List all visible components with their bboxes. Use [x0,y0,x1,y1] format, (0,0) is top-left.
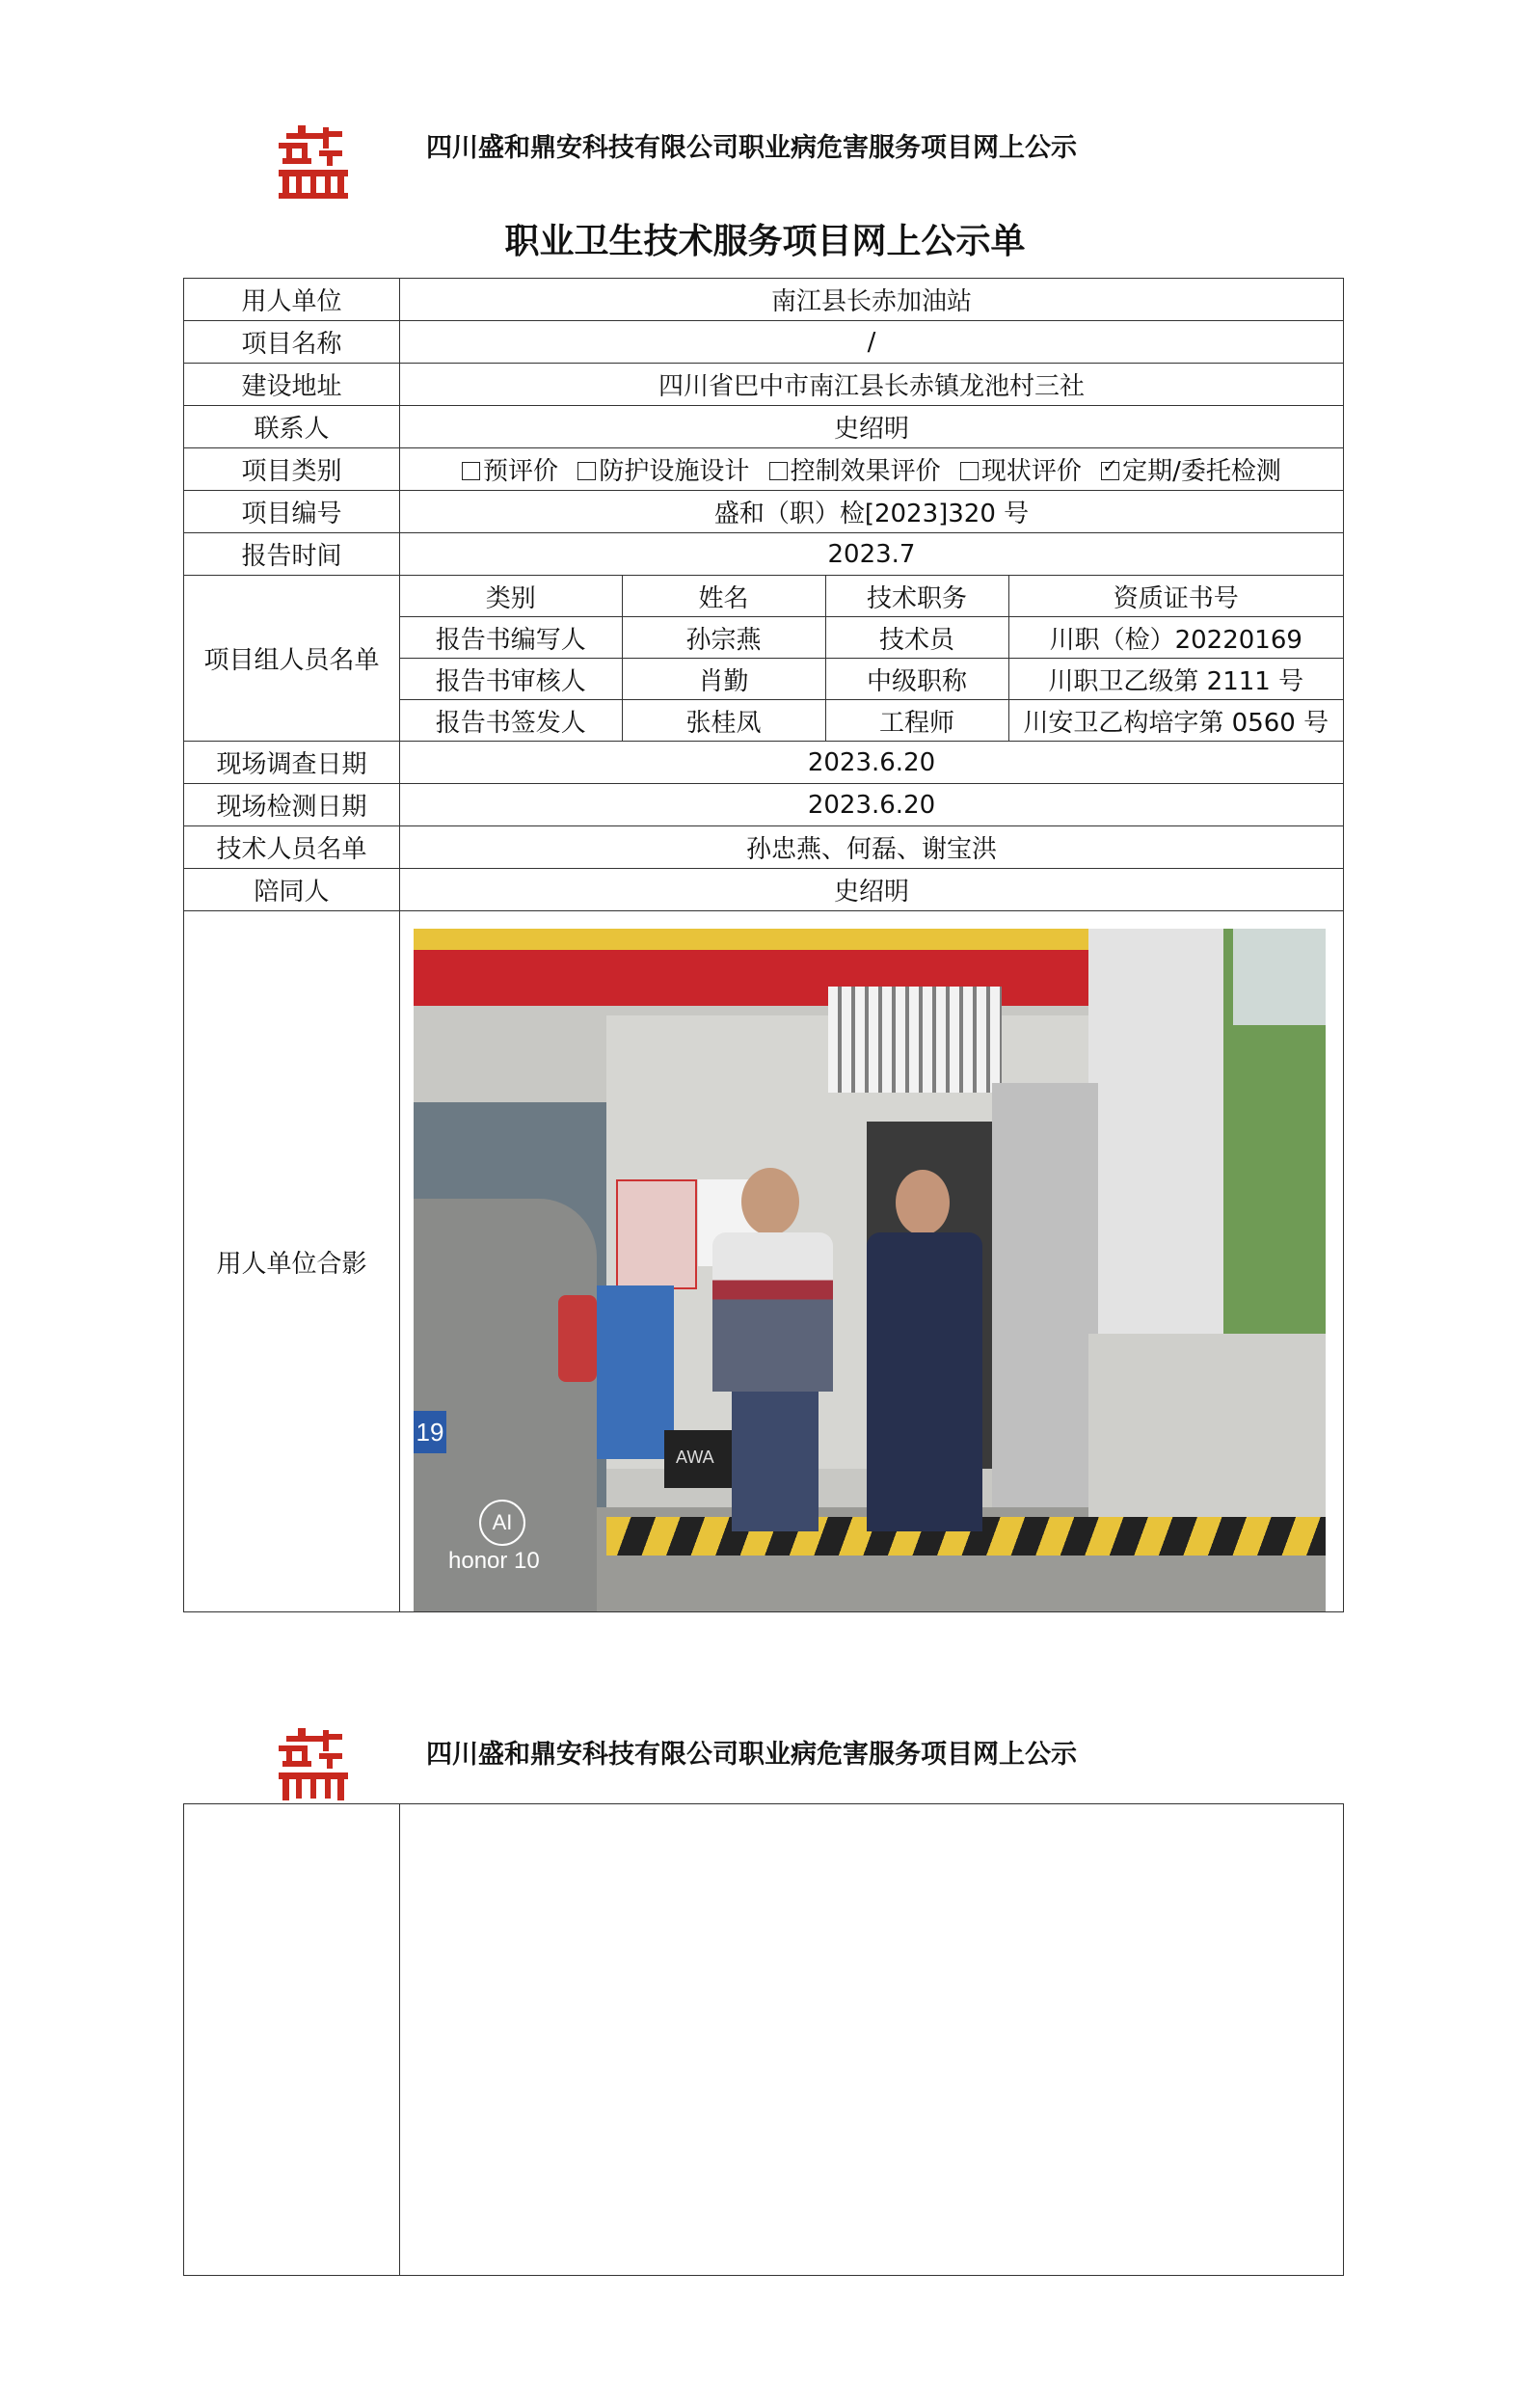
value-project-no: 盛和（职）检[2023]320 号 [400,491,1344,533]
value-tech-staff: 孙忠燕、何磊、谢宝洪 [400,826,1344,869]
row-category [184,448,1344,491]
document-title: 职业卫生技术服务项目网上公示单 [504,222,1026,261]
label-photo: 用人单位合影 [184,911,400,1612]
continuation-value-cell [400,1804,1344,2276]
label-project-no: 项目编号 [184,491,400,533]
continuation-label-cell [184,1804,400,2276]
row-escort [184,869,1344,911]
header-company-line: 四川盛和鼎安科技有限公司职业病危害服务项目网上公示 [426,1740,1077,1770]
photo-cell [400,911,1344,1612]
checkbox-icon[interactable] [769,462,788,480]
row-tech-staff [184,826,1344,869]
label-employer: 用人单位 [184,279,400,321]
label-report-time: 报告时间 [184,533,400,576]
label-address: 建设地址 [184,364,400,406]
row-photo [184,911,1344,1612]
row-survey-date [184,742,1344,784]
company-logo-icon [275,1726,352,1803]
publicity-form-table [183,278,1344,1612]
label-test-date: 现场检测日期 [184,784,400,826]
label-contact: 联系人 [184,406,400,448]
person-left-shirt [712,1232,833,1392]
value-escort: 史绍明 [400,869,1344,911]
outdoor-sky [1233,929,1326,1025]
continuation-table [183,1803,1344,2276]
team-row [400,617,1343,659]
notice-board [616,1179,697,1289]
team-cell-name: 张桂凤 [622,700,825,742]
category-option[interactable] [462,457,558,486]
value-employer: 南江县长赤加油站 [400,279,1344,321]
value-report-time: 2023.7 [400,533,1344,576]
team-cell-cert: 川职（检）20220169 [1008,617,1343,659]
team-header: 资质证书号 [1008,576,1343,617]
category-option-label: 定期/委托检测 [1122,457,1281,486]
equipment-label: AWA [676,1448,714,1467]
team-table [400,576,1343,741]
value-survey-date: 2023.6.20 [400,742,1344,784]
group-photo [414,929,1326,1611]
team-cell-title: 工程师 [825,700,1008,742]
team-header: 姓名 [622,576,825,617]
team-cell-cert: 川安卫乙构培字第 0560 号 [1008,700,1343,742]
team-row [400,700,1343,742]
team-header-row [400,576,1343,617]
checked-checkbox-icon[interactable] [1101,462,1119,480]
team-cell-role: 报告书审核人 [400,659,622,700]
sidewalk [1088,1334,1326,1517]
label-survey-date: 现场调查日期 [184,742,400,784]
row-employer [184,279,1344,321]
team-cell-title: 中级职称 [825,659,1008,700]
label-escort: 陪同人 [184,869,400,911]
value-project-name: / [400,321,1344,364]
row-team [184,576,1344,742]
header-company-line: 四川盛和鼎安科技有限公司职业病危害服务项目网上公示 [426,133,1077,163]
company-logo-icon [275,123,352,201]
category-option[interactable] [769,457,941,486]
label-team: 项目组人员名单 [184,576,400,742]
person-right-head [896,1170,950,1235]
category-option[interactable] [1101,457,1281,486]
checkbox-icon[interactable] [960,462,979,480]
value-test-date: 2023.6.20 [400,784,1344,826]
row-project-name [184,321,1344,364]
team-cell-role: 报告书编写人 [400,617,622,659]
row-address [184,364,1344,406]
team-row [400,659,1343,700]
checkbox-icon[interactable] [462,462,480,480]
ai-badge-icon: AI [479,1500,525,1546]
row-report-time [184,533,1344,576]
team-cell-cert: 川职卫乙级第 2111 号 [1008,659,1343,700]
category-option-label: 防护设施设计 [599,457,750,486]
category-option-label: 控制效果评价 [790,457,941,486]
person-left-pants [732,1392,819,1531]
person-right-uniform [867,1232,982,1531]
team-cell-title: 技术员 [825,617,1008,659]
team-header: 类别 [400,576,622,617]
category-option-label: 预评价 [483,457,559,486]
label-tech-staff: 技术人员名单 [184,826,400,869]
row-project-no [184,491,1344,533]
team-cell-name: 孙宗燕 [622,617,825,659]
row-contact [184,406,1344,448]
open-door-leaf [992,1083,1098,1517]
team-cell-name: 肖勤 [622,659,825,700]
label-category: 项目类别 [184,448,400,491]
value-category [400,448,1344,491]
value-address: 四川省巴中市南江县长赤镇龙池村三社 [400,364,1344,406]
continuation-row [184,1804,1344,2276]
team-header: 技术职务 [825,576,1008,617]
license-plate: 19 [414,1411,446,1453]
category-option[interactable] [960,457,1082,486]
label-project-name: 项目名称 [184,321,400,364]
person-left-head [741,1168,799,1235]
category-option-label: 现状评价 [980,457,1082,486]
team-cell [400,576,1344,742]
car-taillight [558,1295,597,1382]
team-cell-role: 报告书签发人 [400,700,622,742]
checkbox-icon[interactable] [577,462,596,480]
value-contact: 史绍明 [400,406,1344,448]
category-option[interactable] [577,457,749,486]
camera-watermark: honor 10 [448,1548,540,1574]
row-test-date [184,784,1344,826]
door-vent [828,987,1002,1093]
